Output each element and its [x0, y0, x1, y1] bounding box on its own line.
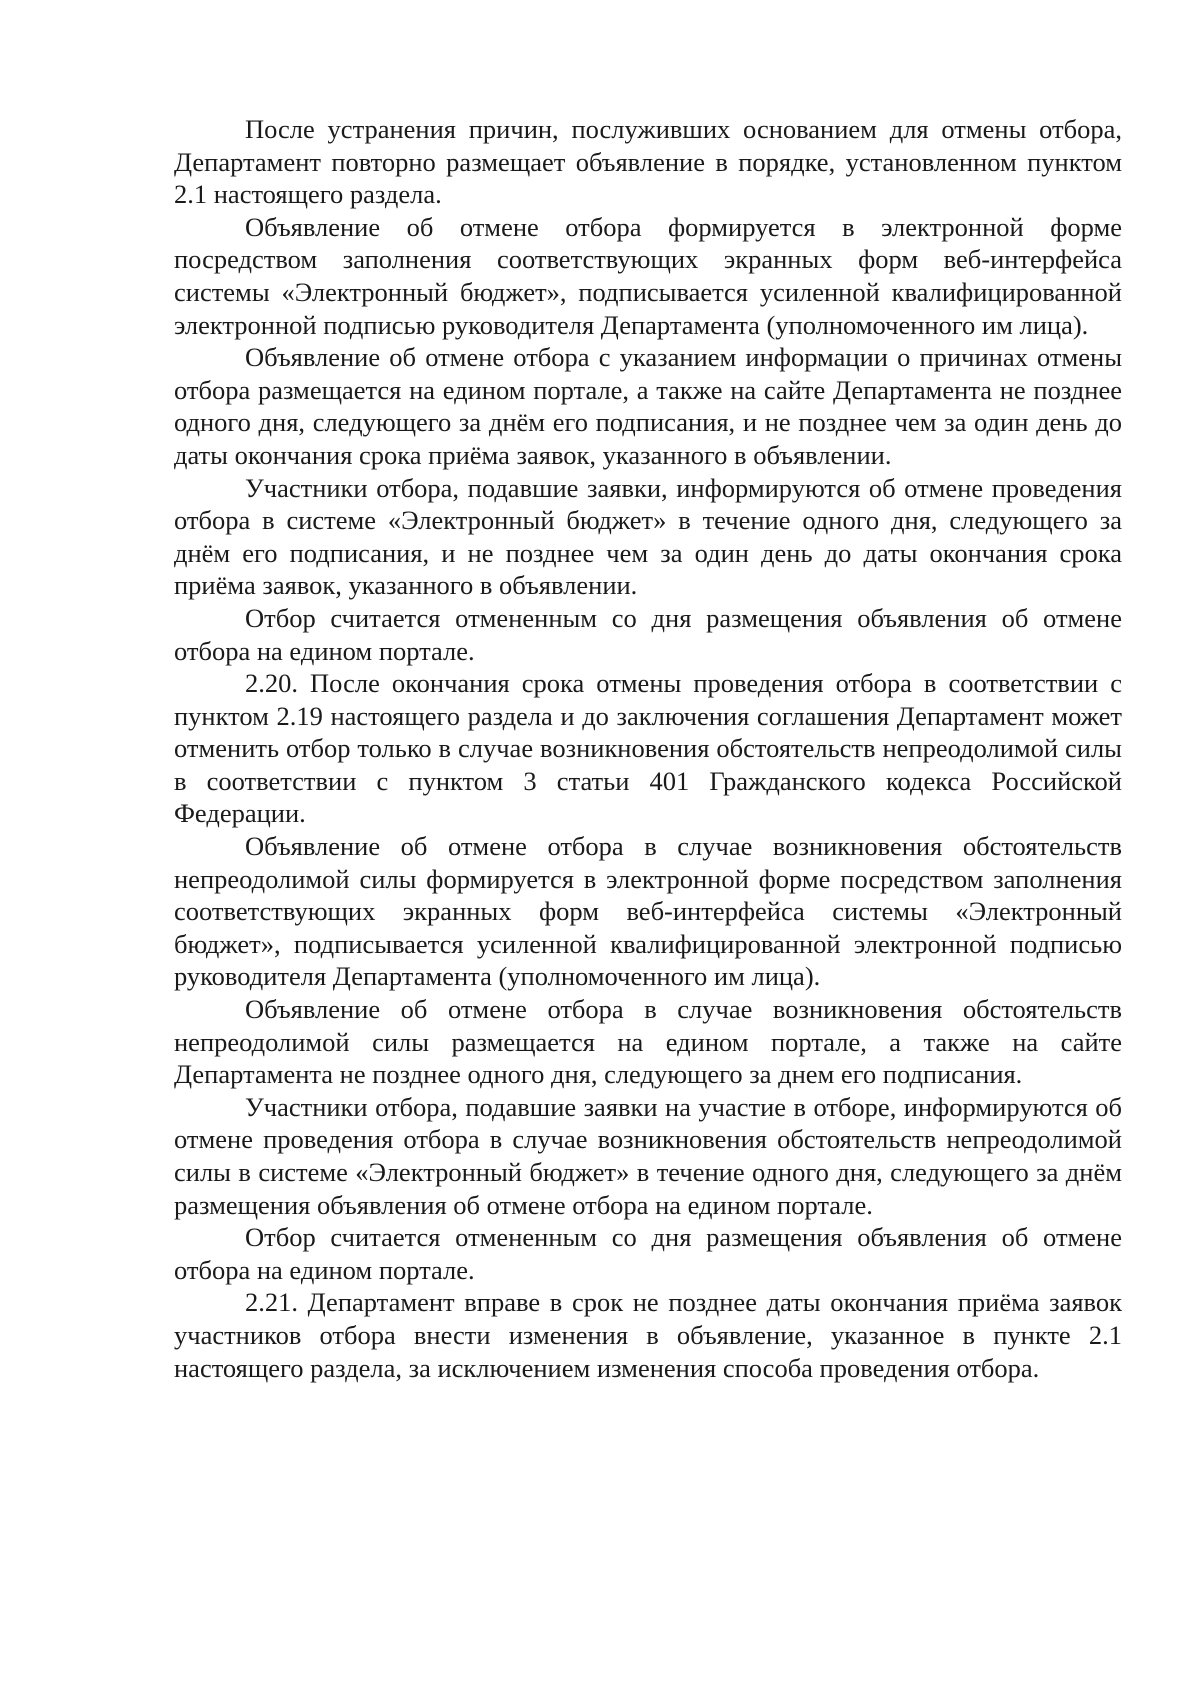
paragraph-1: После устранения причин, послуживших основанием для отмены отбора, Департамент повторно размещает объявление в порядке, установленном пунктом 2.1 настоящего раздела.	[174, 114, 1122, 210]
paragraph-7: Объявление об отмене отбора в случае возникновения обстоятельств непреодолимой силы формируется в электронной форме посредством заполнения соответствующих экранных форм веб-интерфейса системы «Электронный бюджет», подписывается усиленной квалифицированной электронной подписью руководителя Департамента (уполномоченного им лица).	[174, 831, 1122, 992]
paragraph-5: Отбор считается отмененным со дня размещения объявления об отмене отбора на едином портале.	[174, 602, 1122, 666]
paragraph-4: Участники отбора, подавшие заявки, информируются об отмене проведения отбора в системе «Электронный бюджет» в течение одного дня, следующего за днём его подписания, и не позднее чем за один день до даты окончания срока приёма заявок, указанного в объявлении.	[174, 472, 1122, 601]
paragraph-2-21: 2.21. Департамент вправе в срок не позднее даты окончания приёма заявок участников отбора внести изменения в объявление, указанное в пункте 2.1 настоящего раздела, за исключением изменения способа проведения отбора.	[174, 1287, 1122, 1383]
paragraph-9: Участники отбора, подавшие заявки на участие в отборе, информируются об отмене проведения отбора в случае возникновения обстоятельств непреодолимой силы в системе «Электронный бюджет» в течение одного дня, следующего за днём размещения объявления об отмене отбора на едином портале.	[174, 1091, 1122, 1220]
paragraph-10: Отбор считается отмененным со дня размещения объявления об отмене отбора на едином портале.	[174, 1222, 1122, 1285]
paragraph-2-20: 2.20. После окончания срока отмены проведения отбора в соответствии с пунктом 2.19 настоящего раздела и до заключения соглашения Департамент может отменить отбор только в случае возникновения обстоятельств непреодолимой силы в соответствии с пунктом 3 статьи 401 Гражданского кодекса Российской Федерации.	[174, 668, 1122, 829]
document-body	[174, 113, 1122, 1384]
paragraph-2: Объявление об отмене отбора формируется в электронной форме посредством заполнения соответствующих экранных форм веб-интерфейса системы «Электронный бюджет», подписывается усиленной квалифицированной электронной подписью руководителя Департамента (уполномоченного им лица).	[174, 211, 1122, 340]
paragraph-3: Объявление об отмене отбора с указанием информации о причинах отмены отбора размещается на едином портале, а также на сайте Департамента не позднее одного дня, следующего за днём его подписания, и не позднее чем за один день до даты окончания срока приёма заявок, указанного в объявлении.	[174, 342, 1122, 470]
paragraph-8: Объявление об отмене отбора в случае возникновения обстоятельств непреодолимой силы размещается на едином портале, а также на сайте Департамента не позднее одного дня, следующего за днем его подписания.	[174, 994, 1122, 1090]
